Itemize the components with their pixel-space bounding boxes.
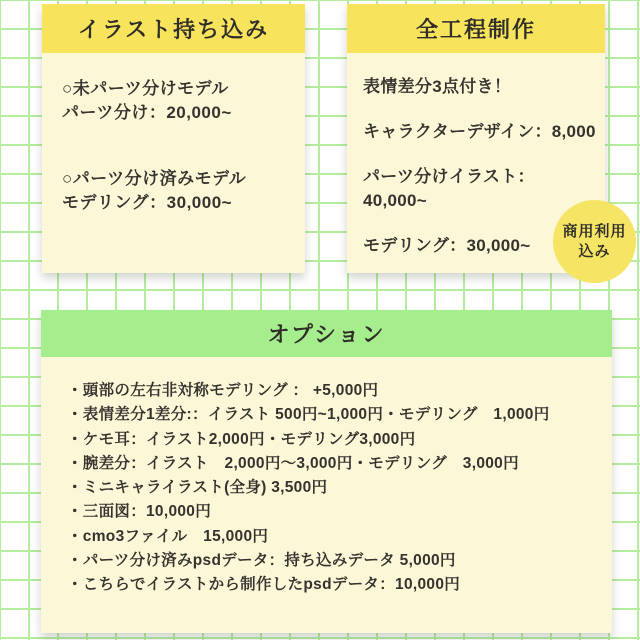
commercial-use-badge-line1: 商用利用 xyxy=(562,222,627,240)
card-illustration-import-body xyxy=(42,53,305,273)
option-three-view-sheet: ・三面図：10,000円 xyxy=(67,503,212,521)
price-modeling-full: モデリング：30,000~ xyxy=(363,236,531,255)
commercial-use-badge-line2: 込み xyxy=(578,242,611,260)
card-options-title: オプション xyxy=(41,310,612,357)
price-modeling: モデリング：30,000~ xyxy=(62,193,233,212)
option-animal-ears: ・ケモ耳：イラスト2,000円・モデリング3,000円 xyxy=(67,430,416,448)
card-illustration-import-title: イラスト持ち込み xyxy=(42,4,305,53)
price-character-design: キャラクターデザイン：8,000 xyxy=(363,122,596,141)
card-options xyxy=(41,310,612,633)
card-illustration-import xyxy=(42,4,305,273)
option-expression-variant: ・表情差分1差分:：イラスト 500円~1,000円・モデリング 1,000円 xyxy=(67,406,550,424)
commercial-use-badge xyxy=(553,200,636,283)
option-asymmetric-head-modeling: ・頭部の左右非対称モデリング ： +5,000円 xyxy=(67,382,379,399)
card-full-process-title: 全工程制作 xyxy=(347,4,605,53)
model-type-unseparated: ○未パーツ分けモデル xyxy=(62,79,229,98)
option-psd-made-here: ・こちらでイラストから制作したpsdデータ：10,000円 xyxy=(67,576,461,594)
model-type-separated: ○パーツ分け済みモデル xyxy=(62,169,247,188)
option-cmo3-file: ・cmo3ファイル 15,000円 xyxy=(67,527,269,545)
price-parts-illustration: パーツ分けイラスト：40,000~ xyxy=(363,167,535,210)
price-parts-separation: パーツ分け：20,000~ xyxy=(62,103,232,122)
option-arm-variant: ・腕差分：イラスト 2,000円〜3,000円・モデリング 3,000円 xyxy=(67,454,519,472)
option-psd-separated-import: ・パーツ分け済みpsdデータ：持ち込みデータ 5,000円 xyxy=(67,552,456,570)
option-chibi-illustration: ・ミニキャライラスト(全身) 3,500円 xyxy=(67,479,328,497)
card-options-body xyxy=(41,357,612,633)
note-expression-variants: 表情差分3点付き！ xyxy=(363,77,512,96)
